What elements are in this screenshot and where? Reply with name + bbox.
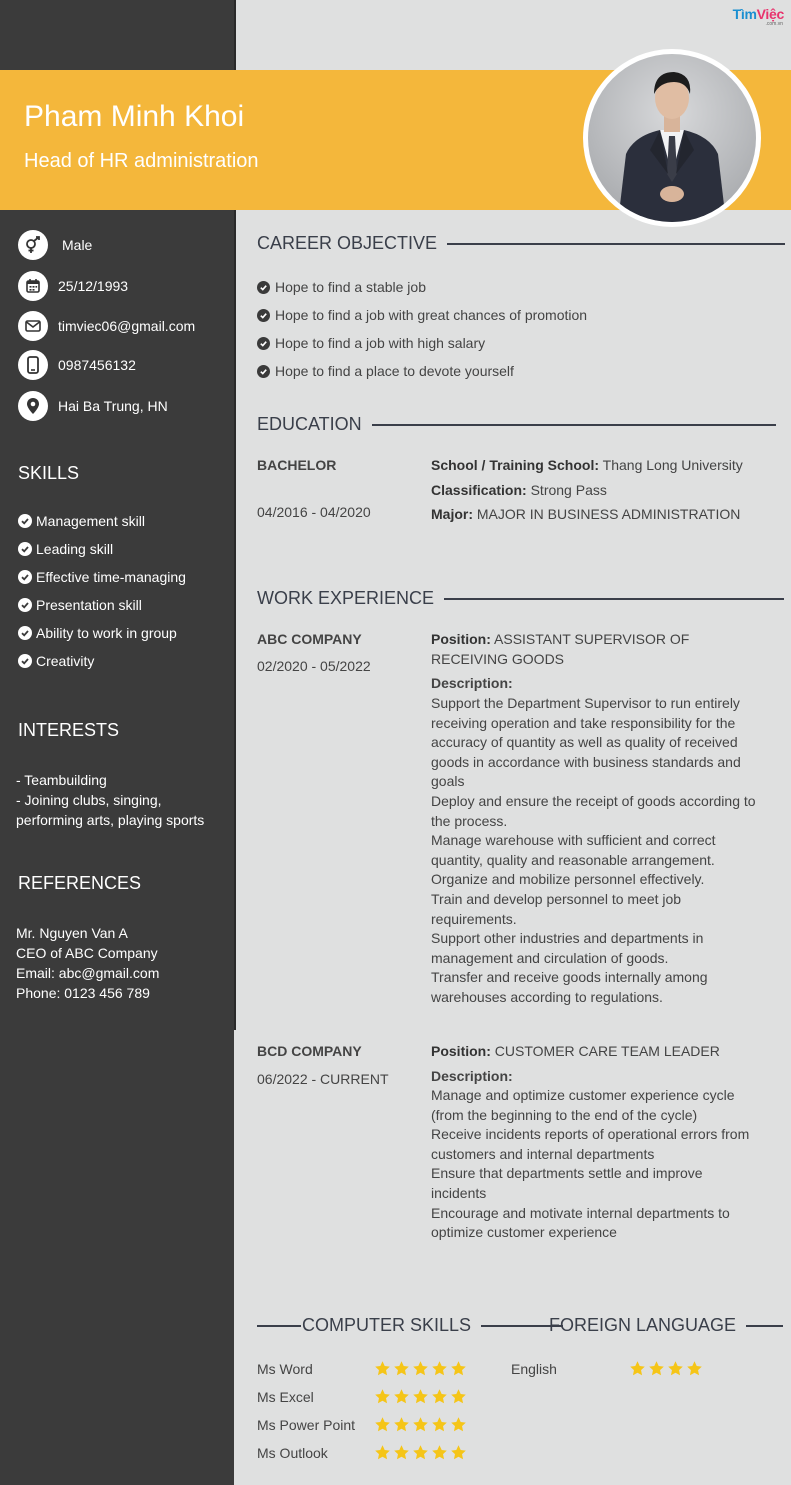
email-text[interactable]: timviec06@gmail.com bbox=[58, 318, 196, 334]
email-row bbox=[18, 311, 195, 341]
objective-item: Hope to find a job with great chances of promotion bbox=[257, 307, 587, 323]
address-text: Hai Ba Trung, HN bbox=[58, 398, 168, 414]
check-icon bbox=[257, 309, 270, 322]
job-company: BCD COMPANY bbox=[257, 1043, 362, 1059]
check-icon bbox=[18, 654, 32, 668]
phone-row bbox=[18, 350, 136, 380]
profile-photo bbox=[583, 49, 761, 227]
check-icon bbox=[18, 598, 32, 612]
rating-stars bbox=[374, 1416, 467, 1433]
computer-skills-heading: COMPUTER SKILLS bbox=[257, 1315, 563, 1336]
map-pin-icon bbox=[18, 391, 48, 421]
skill-item: Creativity bbox=[18, 653, 94, 669]
check-icon bbox=[18, 514, 32, 528]
education-major: Major: MAJOR IN BUSINESS ADMINISTRATION bbox=[431, 506, 741, 522]
person-portrait-icon bbox=[588, 54, 756, 222]
star-icon bbox=[374, 1360, 391, 1377]
star-icon bbox=[412, 1388, 429, 1405]
skill-item: Management skill bbox=[18, 513, 145, 529]
interests-heading: INTERESTS bbox=[18, 720, 120, 740]
rating-stars bbox=[374, 1388, 467, 1405]
work-experience-heading: WORK EXPERIENCE bbox=[257, 588, 784, 609]
gender-icon bbox=[18, 230, 48, 260]
job-description-label: Description: bbox=[431, 675, 513, 691]
star-icon bbox=[648, 1360, 665, 1377]
star-icon bbox=[374, 1388, 391, 1405]
computer-skill-name: Ms Word bbox=[257, 1361, 313, 1377]
computer-skill-name: Ms Outlook bbox=[257, 1445, 328, 1461]
envelope-icon bbox=[18, 311, 48, 341]
star-icon bbox=[450, 1388, 467, 1405]
star-icon bbox=[393, 1388, 410, 1405]
job-description-label: Description: bbox=[431, 1068, 513, 1084]
objective-item: Hope to find a place to devote yourself bbox=[257, 363, 514, 379]
language-name: English bbox=[511, 1361, 557, 1377]
section-rule bbox=[257, 1325, 301, 1327]
career-objective-heading: CAREER OBJECTIVE bbox=[257, 233, 785, 254]
computer-skill-name: Ms Power Point bbox=[257, 1417, 356, 1433]
star-icon bbox=[450, 1444, 467, 1461]
star-icon bbox=[450, 1360, 467, 1377]
skill-item: Ability to work in group bbox=[18, 625, 177, 641]
star-icon bbox=[412, 1416, 429, 1433]
education-heading: EDUCATION bbox=[257, 414, 776, 435]
section-rule bbox=[444, 598, 784, 600]
interests-list: - Teambuilding - Joining clubs, singing, performing arts, playing sports bbox=[16, 772, 205, 828]
star-icon bbox=[374, 1444, 391, 1461]
job-position: Position: CUSTOMER CARE TEAM LEADER bbox=[431, 1043, 720, 1059]
gender-text: Male bbox=[62, 237, 93, 253]
section-rule bbox=[746, 1325, 783, 1327]
star-icon bbox=[629, 1360, 646, 1377]
star-icon bbox=[431, 1388, 448, 1405]
dob-row bbox=[18, 271, 128, 301]
candidate-name: Pham Minh Khoi bbox=[24, 100, 245, 133]
objective-item: Hope to find a job with high salary bbox=[257, 335, 485, 351]
rating-stars bbox=[374, 1444, 467, 1461]
calendar-icon bbox=[18, 271, 48, 301]
job-position: Position: ASSISTANT SUPERVISOR OF RECEIVING GOODS bbox=[431, 631, 690, 667]
section-rule bbox=[447, 243, 785, 245]
star-icon bbox=[667, 1360, 684, 1377]
phone-icon bbox=[18, 350, 48, 380]
star-icon bbox=[450, 1416, 467, 1433]
check-icon bbox=[257, 365, 270, 378]
job-period: 02/2020 - 05/2022 bbox=[257, 658, 371, 674]
rating-stars bbox=[629, 1360, 703, 1377]
star-icon bbox=[374, 1416, 391, 1433]
star-icon bbox=[412, 1444, 429, 1461]
job-company: ABC COMPANY bbox=[257, 631, 362, 647]
star-icon bbox=[412, 1360, 429, 1377]
sidebar bbox=[0, 0, 234, 1485]
star-icon bbox=[431, 1416, 448, 1433]
dob-text: 25/12/1993 bbox=[58, 278, 129, 294]
skill-item: Effective time-managing bbox=[18, 569, 186, 585]
candidate-title: Head of HR administration bbox=[24, 150, 259, 172]
check-icon bbox=[18, 542, 32, 556]
references-heading: REFERENCES bbox=[18, 873, 142, 893]
check-icon bbox=[18, 626, 32, 640]
job-description: Manage and optimize customer experience cycle (from the beginning to the end of the cycle) Receive incidents reports of operational errors from customers and internal departments Ensure that departments settle and improve incidents Encourage and motivate internal departments to optimize customer experience bbox=[431, 1087, 750, 1241]
rating-stars bbox=[374, 1360, 467, 1377]
skills-heading: SKILLS bbox=[18, 463, 80, 483]
job-description: Support the Department Supervisor to run entirely receiving operation and take responsibility for the accuracy of quantity as well as quality of received goods in accordance with business standards and goals Deploy and ensure the receipt of goods according to the process. Manage warehouse with sufficient and correct quantity, quality and reasonable arrangement. Organize and mobilize personnel effectively. Train and develop personnel to meet job requirements. Support other industries and departments in management and circulation of goods. Transfer and receive goods internally among warehouses according to regulations. bbox=[431, 695, 756, 1005]
skill-item: Leading skill bbox=[18, 541, 113, 557]
check-icon bbox=[257, 281, 270, 294]
phone-text[interactable]: 0987456132 bbox=[58, 357, 136, 373]
star-icon bbox=[431, 1444, 448, 1461]
logo-domain: .com.vn bbox=[765, 21, 783, 27]
computer-skill-name: Ms Excel bbox=[257, 1389, 314, 1405]
references-list: Mr. Nguyen Van A CEO of ABC Company Email: abc@gmail.com Phone: 0123 456 789 bbox=[16, 925, 160, 1001]
star-icon bbox=[431, 1360, 448, 1377]
star-icon bbox=[393, 1444, 410, 1461]
check-icon bbox=[18, 570, 32, 584]
gender-row bbox=[18, 230, 92, 260]
education-school: School / Training School: Thang Long University bbox=[431, 457, 743, 473]
star-icon bbox=[393, 1416, 410, 1433]
timviec-logo[interactable]: TìmViệc bbox=[732, 6, 784, 22]
check-icon bbox=[257, 337, 270, 350]
education-degree: BACHELOR bbox=[257, 457, 337, 473]
foreign-language-heading: FOREIGN LANGUAGE bbox=[549, 1315, 783, 1336]
address-row bbox=[18, 391, 168, 421]
skill-item: Presentation skill bbox=[18, 597, 142, 613]
education-classification: Classification: Strong Pass bbox=[431, 482, 607, 498]
education-period: 04/2016 - 04/2020 bbox=[257, 504, 371, 520]
star-icon bbox=[686, 1360, 703, 1377]
star-icon bbox=[393, 1360, 410, 1377]
section-rule bbox=[372, 424, 776, 426]
job-period: 06/2022 - CURRENT bbox=[257, 1071, 389, 1087]
objective-item: Hope to find a stable job bbox=[257, 279, 426, 295]
